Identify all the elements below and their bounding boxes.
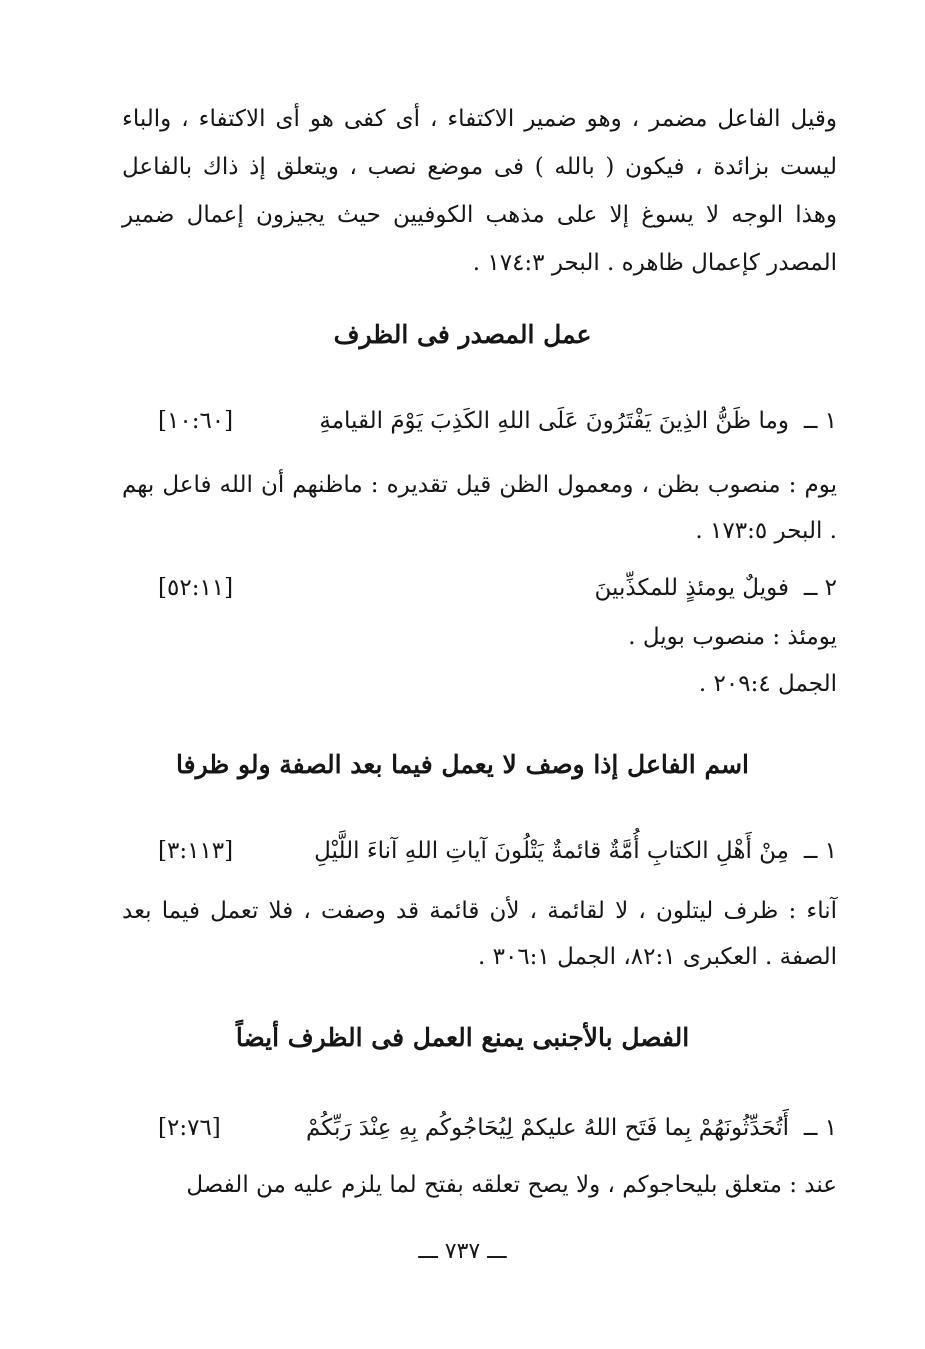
grammar-note: عند : متعلق بليحاجوكم ، ولا يصح تعلقه بفتح لما يلزم عليه من الفصل <box>186 1172 837 1198</box>
section-heading: الفصل بالأجنبى يمنع العمل فى الظرف أيضاً <box>235 1023 690 1052</box>
verse-text: وما ظَنُّ الذِينَ يَفْتَرُونَ عَلَى اللهِ الكَذِبَ يَوْمَ القيامةِ <box>319 408 789 434</box>
section-heading: اسم الفاعل إذا وصف لا يعمل فيما بعد الصفة ولو ظرفا <box>176 750 749 779</box>
grammar-note: يوم : منصوب بظن ، ومعمول الظن قيل تقديره : ماظنهم أن الله فاعل بهم . البحر ١٧٣:٥ . <box>122 472 837 544</box>
section-heading: عمل المصدر فى الظرف <box>333 320 592 349</box>
verse-reference: [٣:١١٣] <box>158 838 234 864</box>
page-number: ـــ ٧٣٧ ـــ <box>418 1239 507 1264</box>
grammar-note: يومئذ : منصوب بويل . <box>628 624 837 650</box>
quran-verse-entry <box>122 1106 837 1150</box>
quran-verse-entry <box>122 829 837 873</box>
verse-text: مِنْ أَهْلِ الكتابِ أُمَّةٌ قائمةٌ يَتْلُونَ آياتِ اللهِ آناءَ اللَّيْلِ <box>314 838 789 864</box>
verse-reference: [١٠:٦٠] <box>158 408 234 434</box>
entry-number: ١ ــ <box>803 408 837 434</box>
entry-number: ٢ ــ <box>803 575 837 601</box>
quran-verse-entry <box>122 399 837 443</box>
grammar-note: آناء : ظرف ليتلون ، لا لقائمة ، لأن قائمة قد وصفت ، فلا تعمل فيما بعد الصفة . العكبرى ٨٢:١، الجمل ٣٠٦:١ . <box>122 898 837 970</box>
source-citation: الجمل ٢٠٩:٤ . <box>698 671 837 697</box>
verse-text: أَتُحَدِّثُونَهُمْ بِما فَتَح اللهُ عليكمْ لِيُحَاجُوكُم بِهِ عِنْدَ رَبِّكُمْ <box>305 1115 789 1141</box>
verse-text: فويلٌ يومئذٍ للمكذِّبينَ <box>594 575 789 601</box>
verse-reference: [٥٢:١١] <box>158 575 234 601</box>
quran-verse-entry <box>122 566 837 610</box>
entry-number: ١ ــ <box>803 1115 837 1141</box>
intro-paragraph: وقيل الفاعل مضمر ، وهو ضمير الاكتفاء ، أى كفى هو أى الاكتفاء ، والباء ليست بزائدة ، فيكون ( بالله ) فى موضع نصب ، ويتعلق إذ ذاك بالفاعل وهذا الوجه لا يسوغ إلا على مذهب الكوفيين حيث يجيزون إعمال ضمير المصدر كإعمال ظاهره . البحر ١٧٤:٣ . <box>122 106 837 276</box>
entry-number: ١ ــ <box>803 838 837 864</box>
verse-reference: [٢:٧٦] <box>158 1115 221 1141</box>
